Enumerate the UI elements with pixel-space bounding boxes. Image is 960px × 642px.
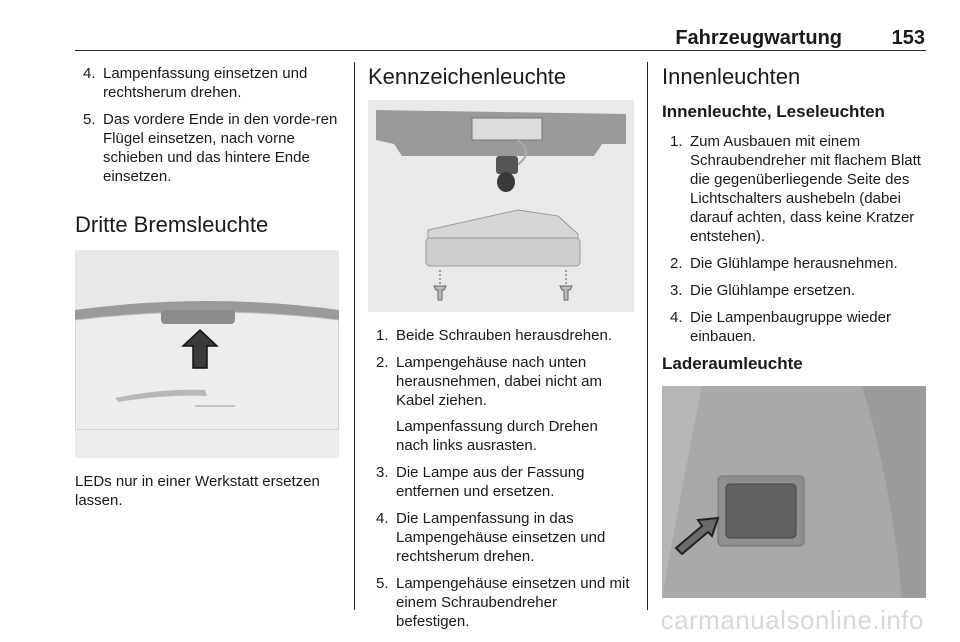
step-text: Lampengehäuse einsetzen und mit einem Schraubendreher befestigen. xyxy=(396,575,630,630)
step-text: Die Glühlampe herausnehmen. xyxy=(690,255,898,272)
step-number: 4. xyxy=(670,309,683,326)
list-item xyxy=(368,353,634,455)
cargo-light-illustration xyxy=(662,386,926,598)
step-number: 2. xyxy=(670,255,683,272)
step-text: Die Lampenfassung in das Lampengehäuse einsetzen und rechtsherum drehen. xyxy=(396,510,606,565)
list-item xyxy=(662,281,928,300)
list-item xyxy=(368,326,634,345)
section-heading: Innenleuchten xyxy=(662,64,801,89)
subsection-heading: Innenleuchte, Leseleuchten xyxy=(662,102,885,121)
step-text: Zum Ausbauen mit einem Schraubendreher mit flachem Blatt die gegenüberliegende Seite des Lichtschalters aushebeln (dabei darauf achten, dass keine Kratzer entstehen). xyxy=(690,133,921,245)
header-rule xyxy=(75,50,926,51)
list-item xyxy=(662,132,928,246)
page-number: 153 xyxy=(891,27,925,49)
note-text: LEDs nur in einer Werkstatt ersetzen lassen. xyxy=(75,473,320,509)
subsection-heading: Laderaumleuchte xyxy=(662,354,803,373)
column-1 xyxy=(75,64,345,510)
list-item xyxy=(662,254,928,273)
section-heading: Dritte Bremsleuchte xyxy=(75,212,269,237)
list-item xyxy=(368,463,634,501)
step-subtext: Lampenfassung durch Drehen nach links ausrasten. xyxy=(396,418,598,454)
column-3 xyxy=(662,64,928,598)
license-plate-light-illustration xyxy=(368,100,634,312)
step-text: Beide Schrauben herausdrehen. xyxy=(396,327,612,344)
list-item xyxy=(368,509,634,566)
step-text: Lampengehäuse nach unten herausnehmen, dabei nicht am Kabel ziehen. xyxy=(396,354,602,409)
column-2 xyxy=(368,64,634,639)
step-number: 4. xyxy=(83,65,96,82)
step-number: 4. xyxy=(376,510,389,527)
list-item xyxy=(75,110,345,186)
column-divider xyxy=(647,62,648,610)
list-item xyxy=(662,308,928,346)
column-divider xyxy=(354,62,355,610)
step-number: 2. xyxy=(376,354,389,371)
step-list xyxy=(662,132,928,346)
step-text: Die Lampe aus der Fassung entfernen und ersetzen. xyxy=(396,464,585,500)
list-item xyxy=(75,64,345,102)
step-text: Lampenfassung einsetzen und rechtsherum drehen. xyxy=(103,65,308,101)
list-item xyxy=(368,574,634,631)
step-list xyxy=(75,64,345,186)
step-text: Das vordere Ende in den vorde‐ren Flügel einsetzen, nach vorne schieben und das hintere Ende einsetzen. xyxy=(103,111,338,185)
section-heading: Kennzeichenleuchte xyxy=(368,64,567,89)
watermark: carmanualsonline.info xyxy=(660,605,924,635)
brake-light-illustration xyxy=(75,250,339,458)
step-text: Die Lampenbaugruppe wieder einbauen. xyxy=(690,309,891,345)
step-number: 3. xyxy=(670,282,683,299)
page-header xyxy=(0,0,960,50)
section-title: Fahrzeugwartung xyxy=(675,27,842,49)
step-list xyxy=(368,326,634,631)
step-number: 1. xyxy=(376,327,389,344)
step-number: 5. xyxy=(83,111,96,128)
step-number: 1. xyxy=(670,133,683,150)
step-number: 3. xyxy=(376,464,389,481)
step-number: 5. xyxy=(376,575,389,592)
step-text: Die Glühlampe ersetzen. xyxy=(690,282,856,299)
